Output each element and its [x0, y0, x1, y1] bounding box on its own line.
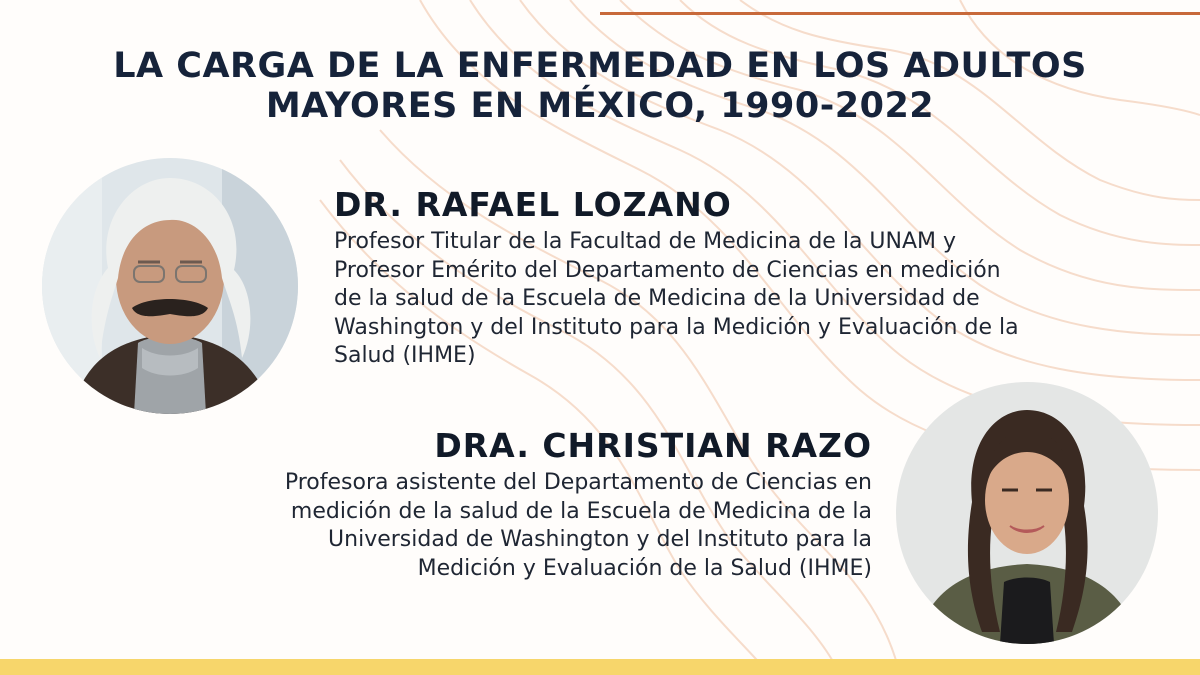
speaker-1-bio-line: Washington y del Instituto para la Medición y Evaluación de la: [334, 314, 1019, 340]
bottom-accent-band: [0, 659, 1200, 675]
speaker-1-bio-line: Salud (IHME): [334, 343, 476, 368]
speaker-2-bio-line: medición de la salud de la Escuela de Medicina de la: [290, 498, 872, 524]
page-title: [60, 46, 1140, 126]
speaker-2-bio-line: Medición y Evaluación de la Salud (IHME): [417, 555, 872, 581]
speaker-1-name: DR. RAFAEL LOZANO: [334, 185, 732, 224]
speaker-2-bio: [152, 469, 872, 583]
speaker-1-photo: [42, 158, 298, 414]
speaker-2-name: DRA. CHRISTIAN RAZO: [434, 426, 872, 465]
speaker-1-bio-line: Profesor Emérito del Departamento de Ciencias en medición: [334, 257, 1001, 283]
speaker-2-photo: [896, 382, 1158, 644]
speaker-2-bio-line: Profesora asistente del Departamento de Ciencias en: [284, 470, 872, 495]
speaker-1-bio: [334, 228, 1154, 371]
portrait-photo-icon: [896, 382, 1158, 644]
page-title-line-1: LA CARGA DE LA ENFERMEDAD EN LOS ADULTOS: [113, 46, 1087, 86]
speaker-1-bio-line: de la salud de la Escuela de Medicina de la Universidad de: [334, 286, 980, 311]
top-accent-rule: [600, 12, 1200, 15]
portrait-photo-icon: [42, 158, 298, 414]
speaker-2-bio-line: Universidad de Washington y del Instituto para la: [328, 527, 872, 552]
speaker-1-bio-line: Profesor Titular de la Facultad de Medicina de la UNAM y: [334, 229, 957, 254]
page-title-line-2: MAYORES EN MÉXICO, 1990-2022: [265, 86, 935, 126]
